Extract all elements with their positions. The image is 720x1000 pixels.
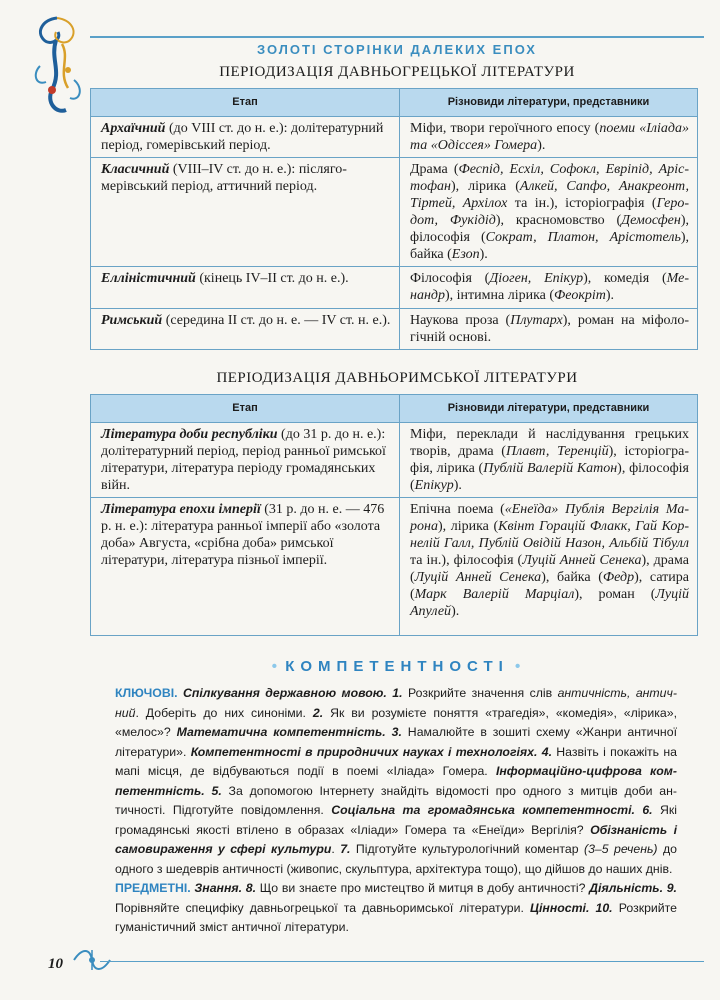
stage-cell xyxy=(91,423,400,498)
representatives-text: Луцій Апулей xyxy=(410,587,689,619)
task-text: . xyxy=(331,842,341,856)
kinds-text: та ін.), філософія ( xyxy=(410,553,523,568)
task-text: Як ви розумієте поняття «трагедія», «комедія», «лірика», «мелос»? xyxy=(115,705,677,739)
task-number: 2. xyxy=(312,705,324,720)
kinds-text: ). xyxy=(605,288,615,303)
stage-name: Класичний xyxy=(101,162,170,177)
representatives-text: Марк Валерій Марціал xyxy=(414,587,575,602)
task-number: 7. xyxy=(340,842,351,856)
kinds-text: ), філософія ( xyxy=(410,213,689,245)
task-number: 1. xyxy=(392,686,403,700)
stage-name: Архаїчний xyxy=(101,121,166,136)
stage-cell xyxy=(91,117,400,158)
page-number: 10 xyxy=(48,956,63,972)
stage-name: Література доби республіки xyxy=(101,427,278,442)
stage-name: Література епохи імперії xyxy=(101,502,261,517)
representatives-text: Квінт Горацій Флакк, Гай Корнелій Галл, Публій Овідій Назон, Альбій Тібулл xyxy=(410,519,690,551)
stage-cell xyxy=(91,498,400,636)
competence-name: Знання. xyxy=(194,881,243,895)
kinds-text: ), сатира ( xyxy=(410,570,689,602)
representatives-text: Сократ, Платон, Арістотель xyxy=(485,230,681,245)
kinds-cell xyxy=(400,423,698,498)
stage-name: Римський xyxy=(101,313,163,328)
task-number: 4. xyxy=(541,744,552,759)
representatives-text: Менандр xyxy=(410,271,690,303)
representatives-text: Луцій Анней Сенека xyxy=(522,553,642,568)
competence-paragraph xyxy=(115,684,677,879)
task-text: Що ви знаєте про мистецтво й митця в добу античності? xyxy=(256,881,590,895)
competence-name: Компетентності в природничих науках і технологіях. xyxy=(190,744,538,759)
stage-description: (до VIII ст. до н. е.): долітературний період, гомерівський період. xyxy=(101,121,384,153)
roman-table-title: ПЕРІОДИЗАЦІЯ ДАВНЬОРИМСЬКОЇ ЛІТЕРАТУРИ xyxy=(216,370,578,386)
task-number: 8. xyxy=(245,881,257,895)
task-number: 3. xyxy=(391,725,402,739)
footer-ornament-icon xyxy=(70,946,114,974)
competences-heading xyxy=(90,658,704,675)
kinds-text: ), філософія ( xyxy=(410,461,689,493)
stage-cell xyxy=(91,267,400,309)
representatives-text: поеми «Іліада» та «Одіссея» Гомера xyxy=(410,121,689,153)
stage-description: (31 р. до н. е. — 476 р. н. е.): література ранньої імперії або «золота доба» Августа, «срібна доба» римської літератури, література пізньої імперії. xyxy=(101,502,385,568)
greek-col-stage: Етап xyxy=(91,89,400,117)
representatives-text: Геродот, Фукідід xyxy=(410,196,689,228)
task-number: 6. xyxy=(642,803,653,817)
table-row xyxy=(91,498,698,636)
stage-description: (до 31 р. до н. е.): долітературний період, період ранньої римської літератури, література періоду громадянських війн. xyxy=(101,427,386,493)
table-row xyxy=(91,158,698,267)
greek-col-kinds: Різновиди літератури, представники xyxy=(400,89,698,117)
task-text: (3–5 речень) xyxy=(583,842,658,856)
representatives-text: Епікур xyxy=(414,478,454,493)
table-row xyxy=(91,309,698,350)
representatives-text: Публій Валерій Катон xyxy=(483,461,618,476)
task-text: Розкрийте гуманістичний зміст античної літератури. xyxy=(115,900,677,934)
stage-description: (кінець IV–II ст. до н. е.). xyxy=(195,271,349,286)
kinds-text: та ін.), історіографія ( xyxy=(507,196,657,211)
kinds-text: ). xyxy=(537,138,546,153)
heading-dot-decoration: • xyxy=(271,658,286,675)
kinds-text: ), роман на міфологічній основі. xyxy=(410,313,689,345)
kinds-text: ), історіографія, лірика ( xyxy=(410,444,690,476)
footer-rule xyxy=(100,961,704,962)
kinds-text: ). xyxy=(451,604,460,619)
representatives-text: Демосфен xyxy=(621,213,681,228)
running-header xyxy=(90,36,704,59)
kinds-cell xyxy=(400,309,698,350)
competence-label: КЛЮЧОВІ. xyxy=(115,686,183,700)
representatives-text: Плутарх xyxy=(510,313,563,328)
table-row xyxy=(91,267,698,309)
kinds-text: Міфи, переклади й наслідування грецьких творів, драма ( xyxy=(410,427,689,459)
kinds-text: Епічна поема ( xyxy=(410,502,505,517)
kinds-text: ), драма ( xyxy=(410,553,689,585)
greek-table-title: ПЕРІОДИЗАЦІЯ ДАВНЬОГРЕЦЬКОЇ ЛІТЕРАТУРИ xyxy=(219,64,575,80)
competence-label: ПРЕДМЕТНІ. xyxy=(115,881,195,895)
kinds-text: ), лірика ( xyxy=(437,519,499,534)
competences-title: КОМПЕТЕНТНОСТІ xyxy=(285,658,509,675)
header-title: ЗОЛОТІ СТОРІНКИ ДАЛЕКИХ ЕПОХ xyxy=(257,42,537,57)
task-text: Назвіть і покажіть на мапі місця, де відбуваються події в поемі «Іліада» Гомера. xyxy=(115,744,678,778)
task-text: Розкрийте значення слів xyxy=(402,686,558,700)
task-text: Які громадянські якості втілено в образах «Іліади» Гомера та «Енеїди» Вергілія? xyxy=(115,803,677,837)
stage-name: Елліністичний xyxy=(101,271,196,286)
kinds-text: ), красномовство ( xyxy=(495,213,622,228)
task-text: Порівняйте специфіку давньогрецької та давньоримської літератури. xyxy=(115,900,531,915)
kinds-cell xyxy=(400,267,698,309)
task-number: 10. xyxy=(595,900,613,915)
competence-name: Спілкування державною мовою. xyxy=(183,686,387,700)
task-text: За допомогою Інтернету знайдіть відомості про одного з митців доби античності. Підготуйте повідомлення. xyxy=(115,783,677,817)
representatives-text: «Енеїда» Публія Вергілія Марона xyxy=(410,502,689,534)
representatives-text: Феокріт xyxy=(554,288,606,303)
representatives-text: Діоген, Епікур xyxy=(489,271,584,286)
roman-periodization-table xyxy=(90,394,698,636)
task-text: Намалюйте в зошиті схему «Жанри античної літератури». xyxy=(115,725,677,759)
kinds-text: ), інтимна лірика ( xyxy=(444,288,555,303)
competences-block xyxy=(115,684,677,938)
table-row xyxy=(91,423,698,498)
competence-name: Інформаційно-цифрова компетентність. xyxy=(115,764,677,798)
kinds-text: ). xyxy=(479,247,488,262)
kinds-text: Драма ( xyxy=(410,162,459,177)
kinds-cell xyxy=(400,498,698,636)
task-text: . Доберіть до них синоніми. xyxy=(135,705,313,720)
representatives-text: Федр xyxy=(602,570,635,585)
task-text: Підготуйте культурологічний коментар xyxy=(350,842,584,856)
kinds-text: ), байка ( xyxy=(410,230,689,262)
competence-name: Цінності. xyxy=(530,900,590,915)
representatives-text: Луцій Анней Сенека xyxy=(414,570,542,585)
task-number: 9. xyxy=(666,881,677,895)
kinds-text: ), байка ( xyxy=(541,570,603,585)
stage-description: (VIII–IV ст. до н. е.): післягомерівський період, аттичний період. xyxy=(101,162,347,194)
stage-description: (середина II ст. до н. е. — IV ст. н. е.). xyxy=(162,313,391,328)
stage-cell xyxy=(91,309,400,350)
task-text: до одного з шедеврів античності (живопис, скульптура, архітектура тощо), що дійшов до наших днів. xyxy=(115,842,677,876)
kinds-text: Наукова проза ( xyxy=(410,313,511,328)
kinds-text: ). xyxy=(453,478,462,493)
table-row xyxy=(91,117,698,158)
roman-col-kinds: Різновиди літератури, представники xyxy=(400,395,698,423)
kinds-cell xyxy=(400,158,698,267)
task-text: античність, античний xyxy=(115,686,677,720)
representatives-text: Алкей, Сапфо, Анакреонт, Тіртей, Архілох xyxy=(410,179,689,211)
representatives-text: Феспід, Есхіл, Софокл, Евріпід, Арістофан xyxy=(410,162,689,194)
roman-col-stage: Етап xyxy=(91,395,400,423)
decorative-ornament-icon xyxy=(22,10,92,120)
kinds-cell xyxy=(400,117,698,158)
representatives-text: Езоп xyxy=(451,247,480,262)
competence-name: Соціальна та громадянська компетентності. xyxy=(331,803,635,817)
competence-name: Діяльність. xyxy=(589,881,663,895)
competence-paragraph xyxy=(115,879,677,938)
greek-periodization-table xyxy=(90,88,698,350)
representatives-text: Плавт, Теренцій xyxy=(505,444,609,459)
competence-name: Математична компетентність. xyxy=(176,725,386,739)
heading-dot-decoration: • xyxy=(508,658,523,675)
task-number: 5. xyxy=(211,783,222,798)
kinds-text: ), роман ( xyxy=(574,587,656,602)
kinds-text: Філософія ( xyxy=(410,271,490,286)
kinds-text: ), лірика ( xyxy=(451,179,520,194)
kinds-text: Міфи, твори героїчного епосу ( xyxy=(410,121,600,136)
stage-cell xyxy=(91,158,400,267)
kinds-text: ), комедія ( xyxy=(583,271,667,286)
competence-name: Обізнаність і самовираження у сфері культури xyxy=(115,822,677,856)
